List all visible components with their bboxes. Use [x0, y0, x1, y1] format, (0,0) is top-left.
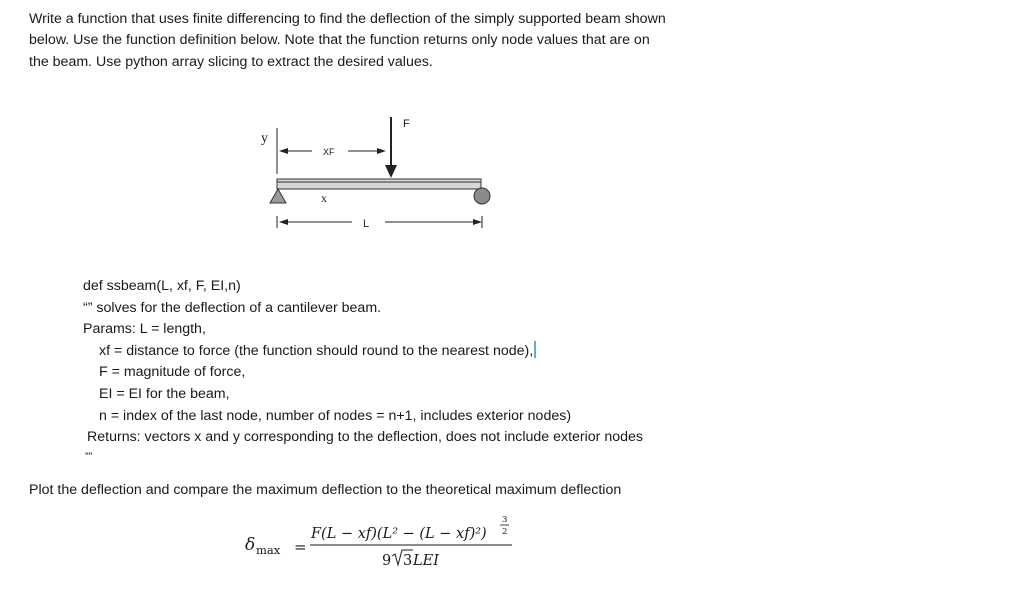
l-arrowhead-right [473, 219, 482, 225]
param-xf [83, 341, 643, 363]
intro-line-2: below. Use the function definition below. Note that the function returns only node values that are on [29, 32, 650, 49]
param-ei: EI = EI for the beam, [99, 385, 230, 402]
pin-support [270, 189, 286, 203]
y-axis-label: y [261, 131, 268, 146]
exponent-denominator: 2 [502, 527, 508, 537]
l-label: L [363, 218, 370, 230]
delta-subscript: max [256, 543, 281, 557]
svg-text:δ [245, 535, 255, 555]
xf-arrowhead-left [279, 148, 288, 154]
svg-text:= [294, 538, 307, 556]
svg-text:3 [502, 515, 507, 525]
numerator: F(L − xf)(L² − (L − xf)²) [311, 526, 487, 542]
force-arrowhead [385, 165, 397, 178]
roller-support [474, 188, 490, 204]
max-deflection-formula [236, 510, 536, 572]
radicand: 3 [403, 553, 413, 569]
def-line: def ssbeam(L, xf, F, EI,n) [83, 278, 241, 294]
force-label: F [403, 118, 410, 130]
intro-line-1: Write a function that uses finite differencing to find the deflection of the simply supported beam shown [29, 11, 666, 27]
param-f: F = magnitude of force, [99, 364, 246, 381]
param-xf-text: xf = distance to force (the function should round to the nearest node), [99, 342, 534, 359]
function-definition [83, 276, 643, 468]
svg-text:LEI [412, 553, 439, 569]
text-cursor [534, 341, 536, 358]
svg-text:max [256, 543, 281, 557]
plot-instruction: Plot the deflection and compare the maximum deflection to the theoretical maximum deflection [29, 482, 622, 498]
param-n: n = index of the last node, number of nodes = n+1, includes exterior nodes) [99, 407, 572, 424]
denominator-variables: LEI [413, 553, 439, 569]
intro-line-3: the beam. Use python array slicing to extract the desired values. [29, 53, 433, 70]
equals-sign: = [294, 538, 307, 556]
x-axis-label: x [321, 191, 327, 205]
svg-text:2 [502, 527, 507, 537]
svg-text:3 [403, 553, 412, 569]
denominator-coefficient: 9 [382, 553, 392, 569]
beam-diagram [240, 112, 500, 237]
params-line: Params: L = length, [83, 321, 206, 338]
l-arrowhead-left [279, 219, 288, 225]
svg-text:9 [382, 553, 391, 569]
svg-text:F(L − xf)(L² − (L − xf)²) [310, 526, 487, 542]
returns-line: Returns: vectors x and y corresponding to the deflection, does not include exterior nodes [87, 429, 644, 446]
delta-symbol: δ [245, 535, 256, 555]
docstring-open: “” solves for the deflection of a cantilever beam. [83, 299, 382, 316]
beam-body [277, 179, 481, 189]
docstring-close: ”” [85, 450, 93, 463]
problem-statement [29, 9, 749, 73]
xf-arrowhead-right [377, 148, 386, 154]
exponent-numerator: 3 [502, 515, 508, 525]
xf-label: XF [323, 147, 335, 157]
